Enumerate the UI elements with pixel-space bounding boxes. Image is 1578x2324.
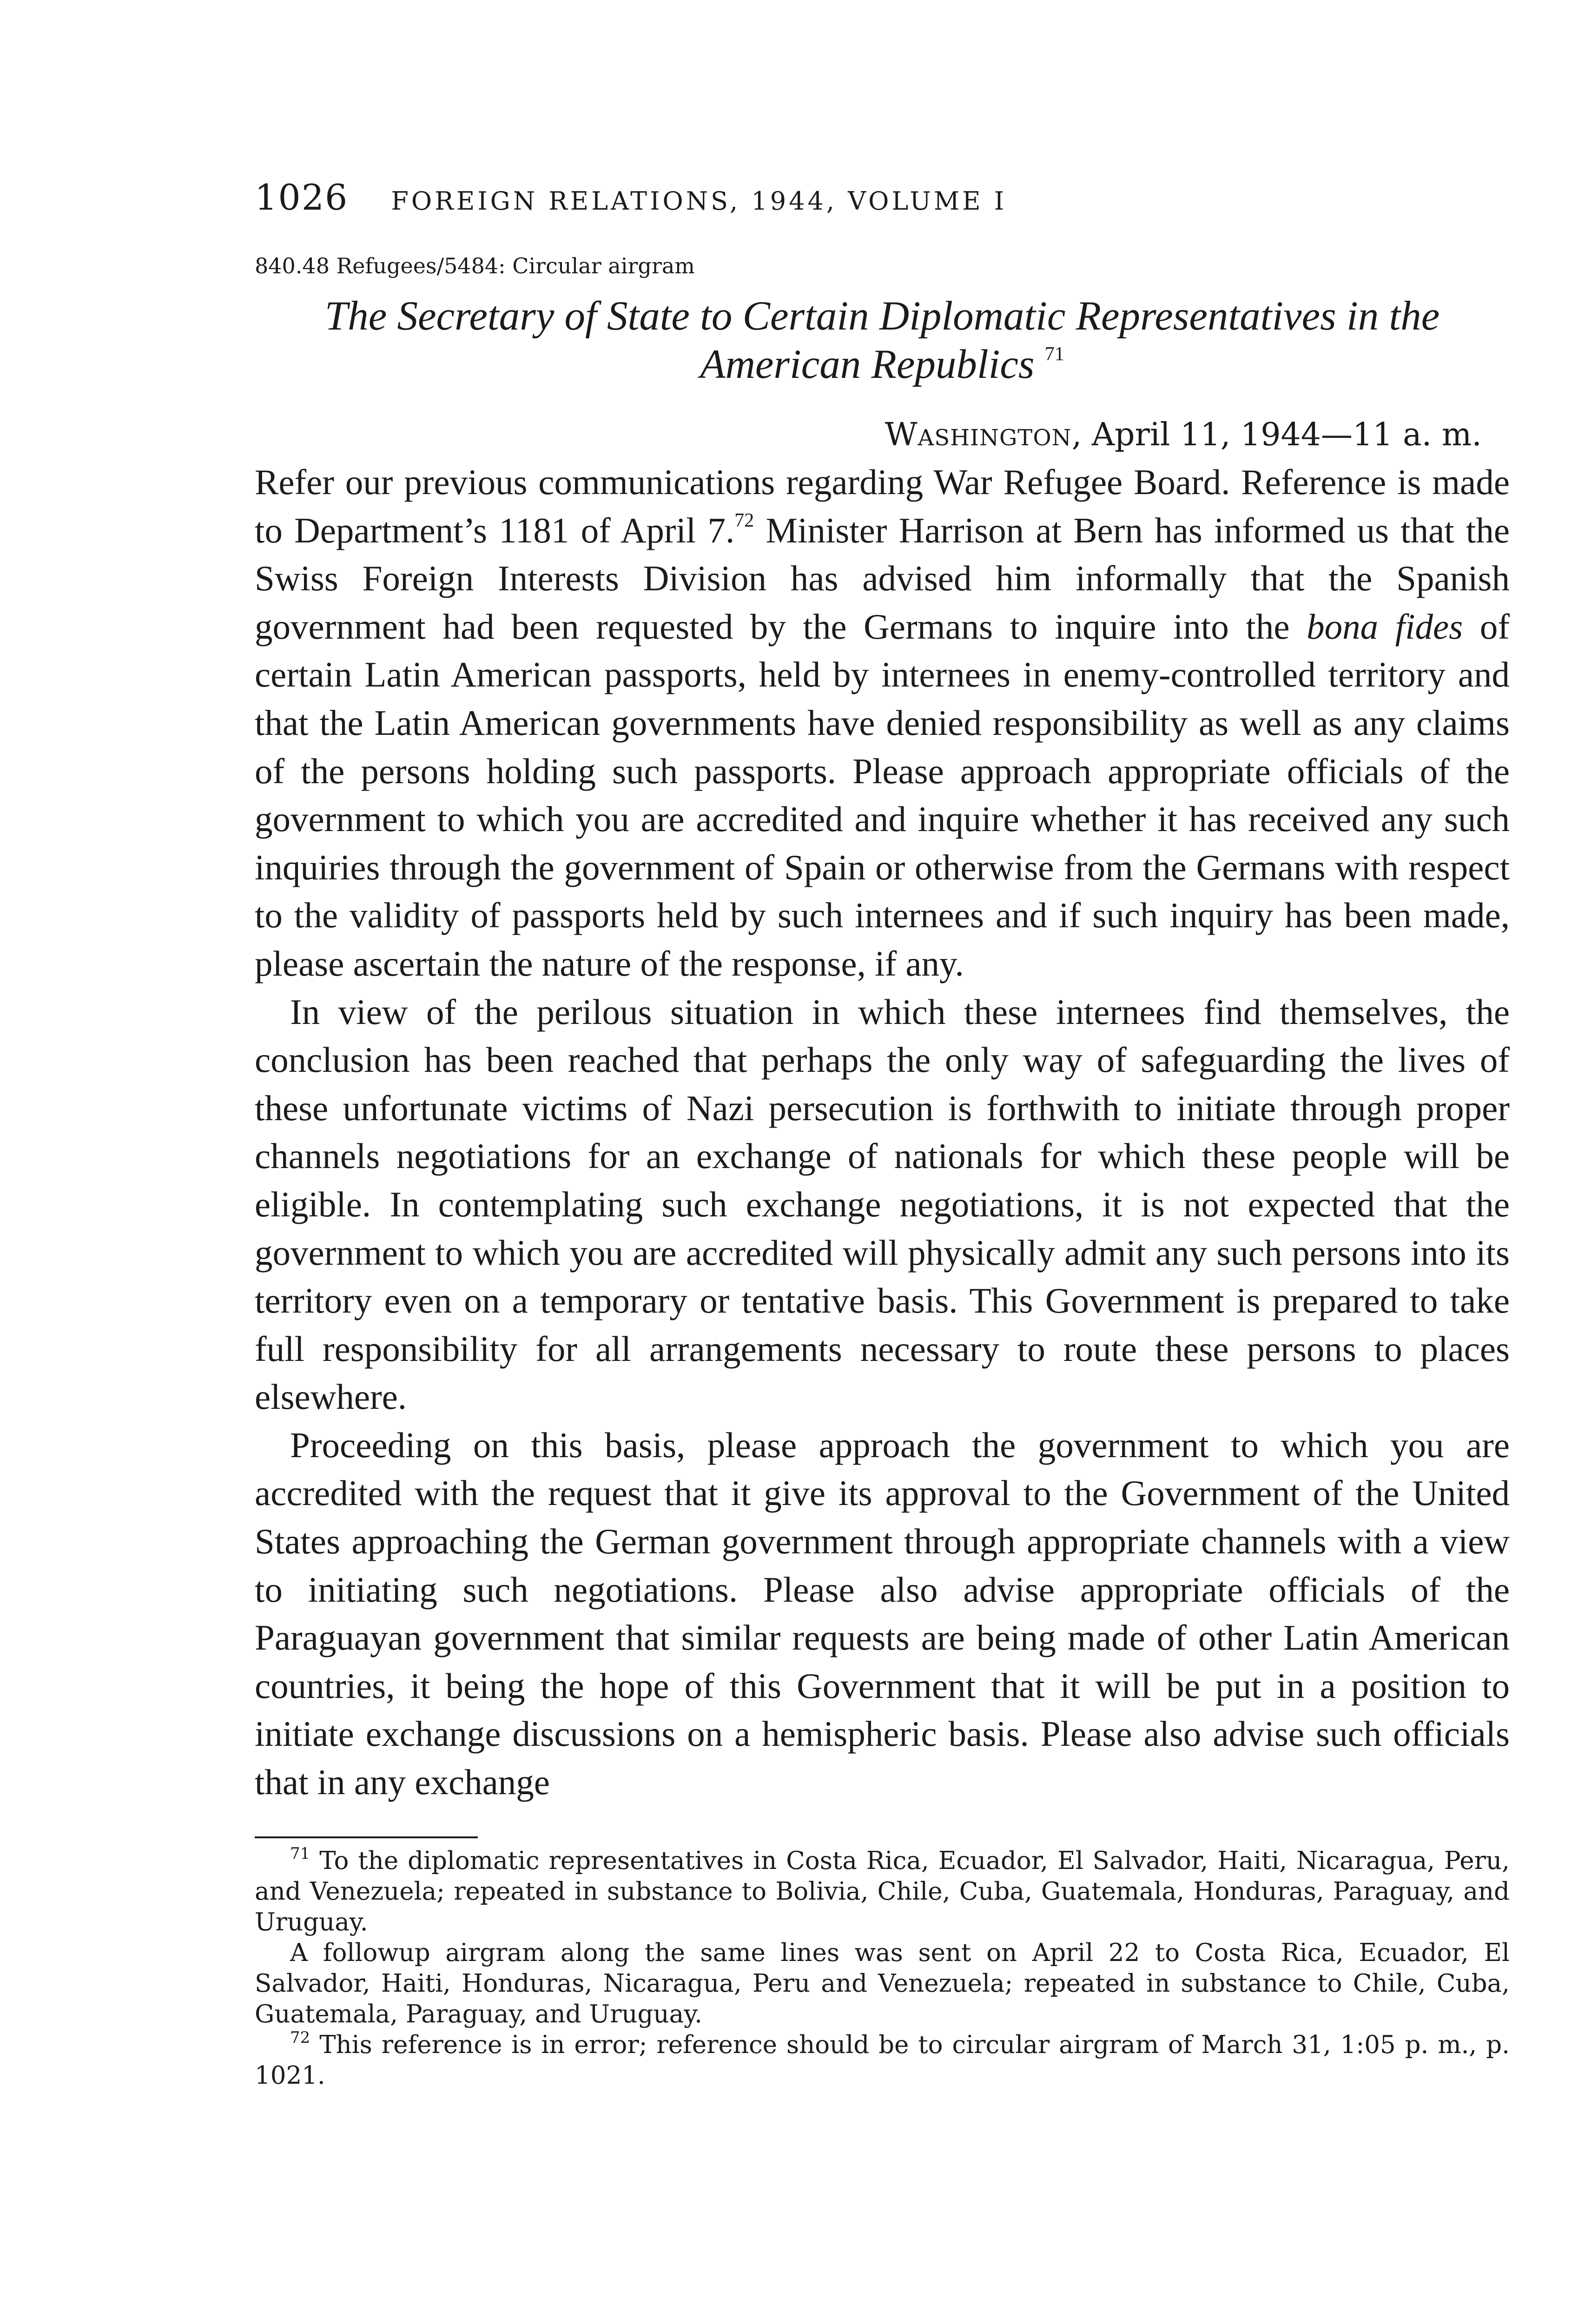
title-line-1: The Secretary of State to Certain Diplomatic Representatives in the [324,293,1440,339]
footnote-71-text: To the diplomatic representatives in Costa Rica, Ecuador, El Salvador, Haiti, Nicaragua, Peru, and Venezuela; repeated in substance to Bolivia, Chile, Cuba, Guatemala, Honduras, Paraguay, and Uruguay. [255,1846,1510,1936]
footnotes [255,1846,1510,2091]
footnote-divider [255,1836,478,1838]
dateline-place: Washington [885,416,1072,453]
body-text [255,458,1510,1807]
document-page [255,177,1510,2091]
footnote-71-continued: A followup airgram along the same lines was sent on April 22 to Costa Rica, Ecuador, El Salvador, Haiti, Honduras, Nicaragua, Peru and Venezuela; repeated in substance to Chile, Cuba, Guatemala, Paraguay, and Uruguay. [255,1938,1510,2028]
footnote-72-text: This reference is in error; reference should be to circular airgram of March 31, 1:05 p. m., p. 1021. [255,2030,1510,2090]
footnote-72 [255,2030,1510,2091]
footnote-71-mark: 71 [290,1844,310,1863]
paragraph-1-part-a: Refer our previous communications regarding War Refugee Board. Reference is made to Department’s 1181 of April 7. [255,462,1510,550]
paragraph-1-italic: bona fides [1307,606,1463,647]
dateline-date: , April 11, 1944—11 a. m. [1071,416,1482,453]
paragraph-2: In view of the perilous situation in which these internees find themselves, the conclusion has been reached that perhaps the only way of safeguarding the lives of these unfortunate victims of Nazi persecution is forthwith to initiate through proper channels negotiations for an exchange of nationals for which these people will be eligible. In contemplating such exchange negotiations, it is not expected that the government to which you are accredited will physically admit any such persons into its territory even on a temporary or tentative basis. This Government is prepared to take full responsibility for all arrangements necessary to route these persons to places elsewhere. [255,991,1510,1417]
footnote-ref-72[interactable]: 72 [734,509,754,531]
title-line-2-text: American Republics [700,342,1035,387]
paragraph-1-part-b: Minister Harrison at Bern has informed us that the Swiss Foreign Interests Division has advised him informally that the Spanish government had been requested by the Germans to inquire into the [255,510,1510,647]
paragraph-1 [255,458,1510,988]
paragraph-3: Proceeding on this basis, please approach the government to which you are accredited with the request that it give its approval to the Government of the United States approaching the German government through appropriate channels with a view to initiating such negotiations. Please also advise appropriate officials of the Paraguayan government that similar requests are being made of other Latin American countries, it being the hope of this Government that it will be put in a position to initiate exchange discussions on a hemispheric basis. Please also advise such officials that in any exchange [255,1425,1510,1802]
footnote-71 [255,1846,1510,1938]
footnote-72-mark: 72 [290,2028,310,2047]
page-header [255,177,1510,232]
paragraph-1-part-c: of certain Latin American passports, held by internees in enemy-controlled territory and that the Latin American governments have denied responsibility as well as any claims of the persons holding such passports. Please approach appropriate officials of the government to which you are accredited and inquire whether it has received any such inquiries through the government of Spain or otherwise from the Germans with respect to the validity of passports held by such internees and if such inquiry has been made, please ascertain the nature of the response, if any. [255,606,1510,984]
file-reference: 840.48 Refugees/5484: Circular airgram [255,253,695,278]
document-title [255,292,1510,389]
title-line-2 [255,340,1510,389]
running-head: FOREIGN RELATIONS, 1944, VOLUME I [391,186,1007,216]
page-number: 1026 [255,177,349,218]
title-footnote-mark[interactable]: 71 [1044,343,1064,365]
dateline [255,412,1510,458]
